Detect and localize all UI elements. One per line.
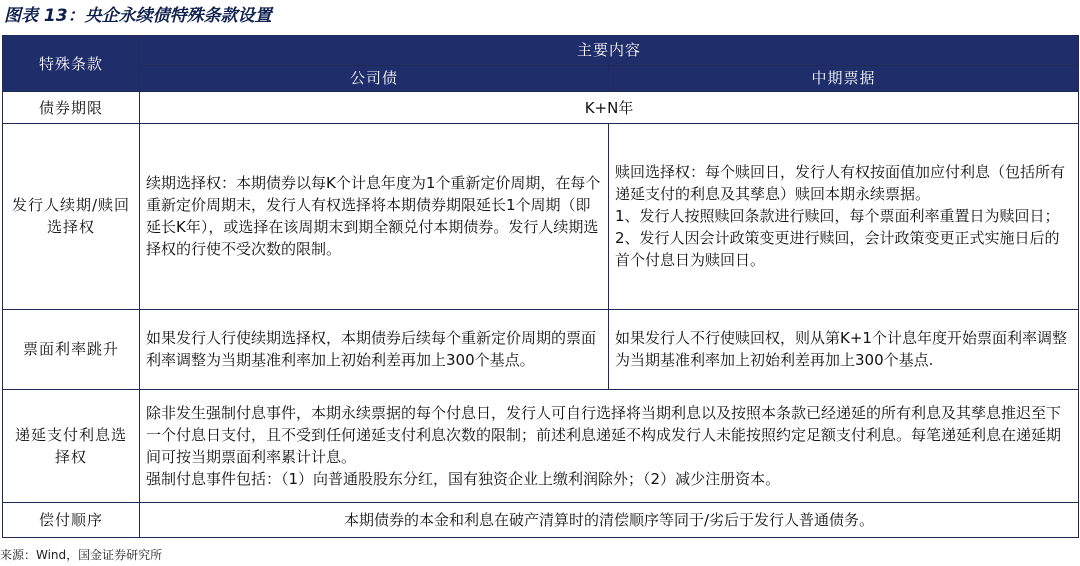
deferral-option-content (140, 389, 1079, 502)
redemption-clause-1: 1、发行人按照赎回条款进行赎回，每个票面利率重置日为赎回日； (615, 207, 1060, 226)
coupon-step-up-mtn: 如果发行人不行使赎回权，则从第K+1个计息年度开始票面利率调整为当期基准利率加上初始利差再加上300个基点. (609, 309, 1079, 389)
row-label-deferral-option: 递延支付利息选择权 (3, 389, 140, 502)
table-row (3, 92, 1079, 124)
row-label-term: 债券期限 (3, 92, 140, 124)
table-row (3, 123, 1079, 309)
coupon-step-up-corporate: 如果发行人行使续期选择权，本期债券后续每个重新定价周期的票面利率调整为当期基准利率加上初始利差再加上300个基点。 (140, 309, 609, 389)
special-terms-table (2, 35, 1079, 538)
deferral-text: 除非发生强制付息事件，本期永续票据的每个付息日，发行人可自行选择将当期利息以及按照本条款已经递延的所有利息及其孳息推迟至下一个付息日支付，且不受到任何递延支付利息次数的限制；前述利息递延不构成发行人未能按照约定足额支付利息。每笔递延利息在递延期间可按当期票面利率累计计息。 (146, 403, 1062, 466)
table-row (3, 503, 1079, 538)
renewal-option-corporate: 续期选择权：本期债券以每K个计息年度为1个重新定价周期，在每个重新定价周期末，发行人有权选择将本期债券期限延长1个周期（即延长K年），或选择在该周期末到期全额兑付本期债券。发行人续期选择权的行使不受次数的限制。 (140, 123, 609, 309)
row-label-renewal-redemption: 发行人续期/赎回选择权 (3, 123, 140, 309)
redemption-clause-2: 2、发行人因会计政策变更进行赎回，会计政策变更正式实施日后的首个付息日为赎回日。 (615, 229, 1060, 270)
repayment-order-value: 本期债券的本金和利息在破产清算时的清偿顺序等同于/劣后于发行人普通债务。 (140, 503, 1079, 538)
figure-title: 图表 13：央企永续债特殊条款设置 (4, 6, 272, 26)
redemption-option-mtn (609, 123, 1079, 309)
mandatory-payment-events: 强制付息事件包括：（1）向普通股股东分红，国有独资企业上缴利润除外；（2）减少注册资本。 (146, 469, 781, 488)
source-note: 来源：Wind，国金证券研究所 (0, 548, 163, 562)
term-value: K+N年 (140, 92, 1079, 124)
row-label-repayment-order: 偿付顺序 (3, 503, 140, 538)
table-header-row (3, 36, 1079, 66)
header-corporate-bond: 公司债 (140, 65, 609, 92)
row-label-coupon-step-up: 票面利率跳升 (3, 309, 140, 389)
table-subheader-row (3, 65, 1079, 92)
table-row (3, 389, 1079, 502)
redemption-text: 赎回选择权：每个赎回日，发行人有权按面值加应付利息（包括所有递延支付的利息及其孳息）赎回本期永续票据。 (615, 163, 1066, 204)
header-special-terms: 特殊条款 (3, 36, 140, 92)
header-main-content: 主要内容 (140, 36, 1079, 66)
header-mtn: 中期票据 (609, 65, 1079, 92)
table-row (3, 309, 1079, 389)
